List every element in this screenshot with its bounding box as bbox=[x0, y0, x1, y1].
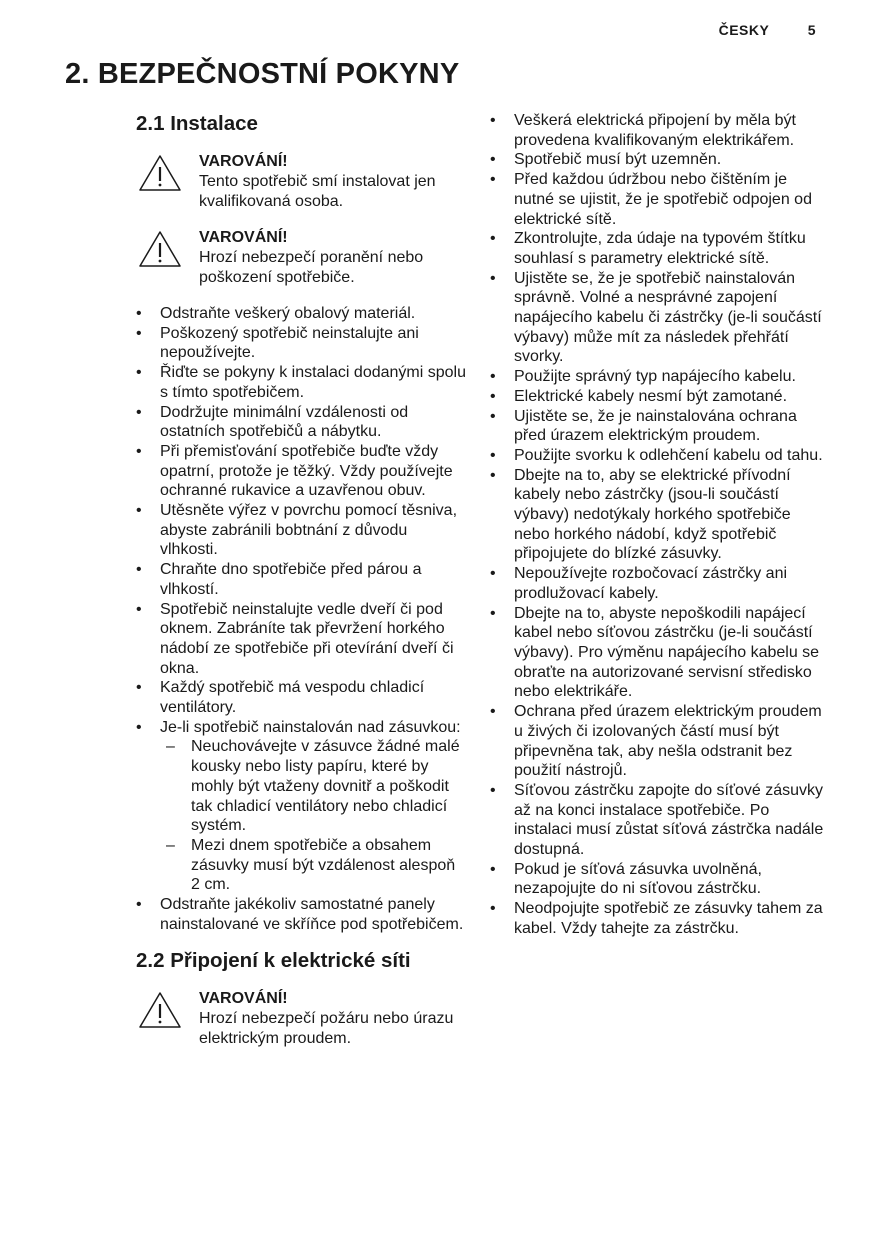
list-item: • Odstraňte veškerý obalový materiál. bbox=[136, 305, 416, 322]
list-item: • Každý spotřebič má vespodu chladicí ventilátory. bbox=[136, 679, 425, 717]
list-item: • Spotřebič musí být uzemněn. bbox=[490, 151, 722, 169]
installation-list bbox=[136, 304, 466, 935]
warning-text bbox=[199, 152, 466, 212]
electrical-section bbox=[136, 947, 466, 1049]
list-item: • Ujistěte se, že je nainstalována ochrana před úrazem elektrickým proudem. bbox=[490, 407, 797, 445]
warning-box bbox=[136, 152, 466, 212]
language-label: ČESKY bbox=[718, 22, 770, 38]
list-item: • Dbejte na to, aby se elektrické přívodní kabely nebo zástrčky (jsou-li součástí výbavy) nedotýkaly horkého spotřebiče nebo horkého nádobí, když spotřebič připojujete do blízké zásuvky. bbox=[490, 466, 791, 563]
warning-body: Hrozí nebezpečí požáru nebo úrazu elektrickým proudem. bbox=[199, 1009, 454, 1047]
list-item: • Síťovou zástrčku zapojte do síťové zásuvky až na konci instalace spotřebiče. Po instalaci musí zůstat síťová zástrčka nadále dostupná. bbox=[490, 781, 824, 859]
list-item: • Elektrické kabely nesmí být zamotané. bbox=[490, 387, 788, 405]
list-item: • Spotřebič neinstalujte vedle dveří či pod oknem. Zabráníte tak převržení horkého nádobí ze spotřebiče při otevírání dveří či okna. bbox=[136, 600, 454, 677]
left-column bbox=[136, 110, 466, 1065]
list-item: • Použijte svorku k odlehčení kabelu od tahu. bbox=[490, 446, 823, 464]
list-item: • Pokud je síťová zásuvka uvolněná, nezapojujte do ni síťovou zástrčku. bbox=[490, 860, 762, 898]
list-item: • Je-li spotřebič nainstalován nad zásuvkou: – Neuchovávejte v zásuvce žádné malé kousky nebo listy papíru, které by mohly být vtaženy dovnitř a poškodit tak chladicí ventilátory nebo chladicí systém. – Mezi dnem spotřebiče a obsahem zásuvky musí být vzdálenost alespoň 2 cm. bbox=[136, 718, 466, 895]
warning-box bbox=[136, 989, 466, 1049]
list-item: • Dbejte na to, abyste nepoškodili napájecí kabel nebo síťovou zástrčku (je-li součástí výbavy). Pro výměnu napájecího kabelu se obraťte na autorizované servisní středisko nebo elektrikáře. bbox=[490, 604, 820, 701]
list-item: • Nepoužívejte rozbočovací zástrčky ani prodlužovací kabely. bbox=[490, 565, 788, 602]
warning-text bbox=[199, 228, 466, 288]
sub-list bbox=[160, 737, 466, 895]
list-item: • Chraňte dno spotřebiče před párou a vlhkostí. bbox=[136, 561, 422, 598]
page-header bbox=[719, 22, 816, 38]
list-item: • Ochrana před úrazem elektrickým proudem u živých či izolovaných částí musí být připevněna tak, aby nešla odstranit bez použití nástrojů. bbox=[490, 703, 822, 780]
warning-body: Tento spotřebič smí instalovat jen kvalifikovaná osoba. bbox=[199, 173, 436, 210]
warning-body: Hrozí nebezpečí poranění nebo poškození spotřebiče. bbox=[199, 249, 424, 286]
electrical-list bbox=[490, 111, 825, 939]
warning-triangle-icon bbox=[138, 230, 182, 268]
page-number: 5 bbox=[807, 22, 816, 38]
list-item: • Dodržujte minimální vzdálenosti od ostatních spotřebičů a nábytku. bbox=[136, 403, 409, 441]
warning-box bbox=[136, 228, 466, 288]
section-title-installation: 2.1 Instalace bbox=[136, 112, 258, 135]
sub-list-item: – Mezi dnem spotřebiče a obsahem zásuvky musí být vzdálenost alespoň 2 cm. bbox=[166, 836, 456, 894]
warning-text bbox=[199, 989, 466, 1049]
list-item: • Před každou údržbou nebo čištěním je nutné se ujistit, že je spotřebič odpojen od elektrické sítě. bbox=[490, 171, 812, 228]
list-item: • Ujistěte se, že je spotřebič nainstalován správně. Volné a nesprávné zapojení napájecího kabelu či zástrčky (je-li součástí výbavy) může mít za následek přehřátí svorky. bbox=[490, 269, 822, 366]
list-item: • Veškerá elektrická připojení by měla být provedena kvalifikovaným elektrikářem. bbox=[490, 112, 796, 149]
section-title-electrical: 2.2 Připojení k elektrické síti bbox=[136, 948, 411, 972]
list-item: • Utěsněte výřez v povrchu pomocí těsniva, abyste zabránili bobtnání z důvodu vlhkosti. bbox=[136, 502, 458, 559]
warning-triangle-icon bbox=[138, 154, 182, 192]
list-item: • Poškozený spotřebič neinstalujte ani nepoužívejte. bbox=[136, 324, 419, 362]
list-item: • Použijte správný typ napájecího kabelu. bbox=[490, 368, 796, 386]
list-item: • Řiďte se pokyny k instalaci dodanými spolu s tímto spotřebičem. bbox=[136, 364, 466, 401]
list-item: • Odstraňte jakékoliv samostatné panely nainstalované ve skříňce pod spotřebičem. bbox=[136, 896, 464, 933]
sub-list-item: – Neuchovávejte v zásuvce žádné malé kousky nebo listy papíru, které by mohly být vtaženy dovnitř a poškodit tak chladicí ventilátory nebo chladicí systém. bbox=[166, 738, 460, 835]
list-item: • Při přemisťování spotřebiče buďte vždy opatrní, protože je těžký. Vždy používejte ochranné rukavice a uzavřenou obuv. bbox=[136, 442, 453, 500]
list-item: • Zkontrolujte, zda údaje na typovém štítku souhlasí s parametry elektrické sítě. bbox=[490, 230, 806, 267]
list-item: • Neodpojujte spotřebič ze zásuvky tahem za kabel. Vždy tahejte za zástrčku. bbox=[490, 900, 823, 937]
right-column bbox=[490, 111, 825, 939]
main-title: 2. BEZPEČNOSTNÍ POKYNY bbox=[65, 58, 460, 90]
warning-title: VAROVÁNÍ! bbox=[199, 989, 288, 1007]
warning-title: VAROVÁNÍ! bbox=[199, 153, 288, 170]
warning-triangle-icon bbox=[138, 991, 182, 1029]
warning-title: VAROVÁNÍ! bbox=[199, 229, 288, 246]
